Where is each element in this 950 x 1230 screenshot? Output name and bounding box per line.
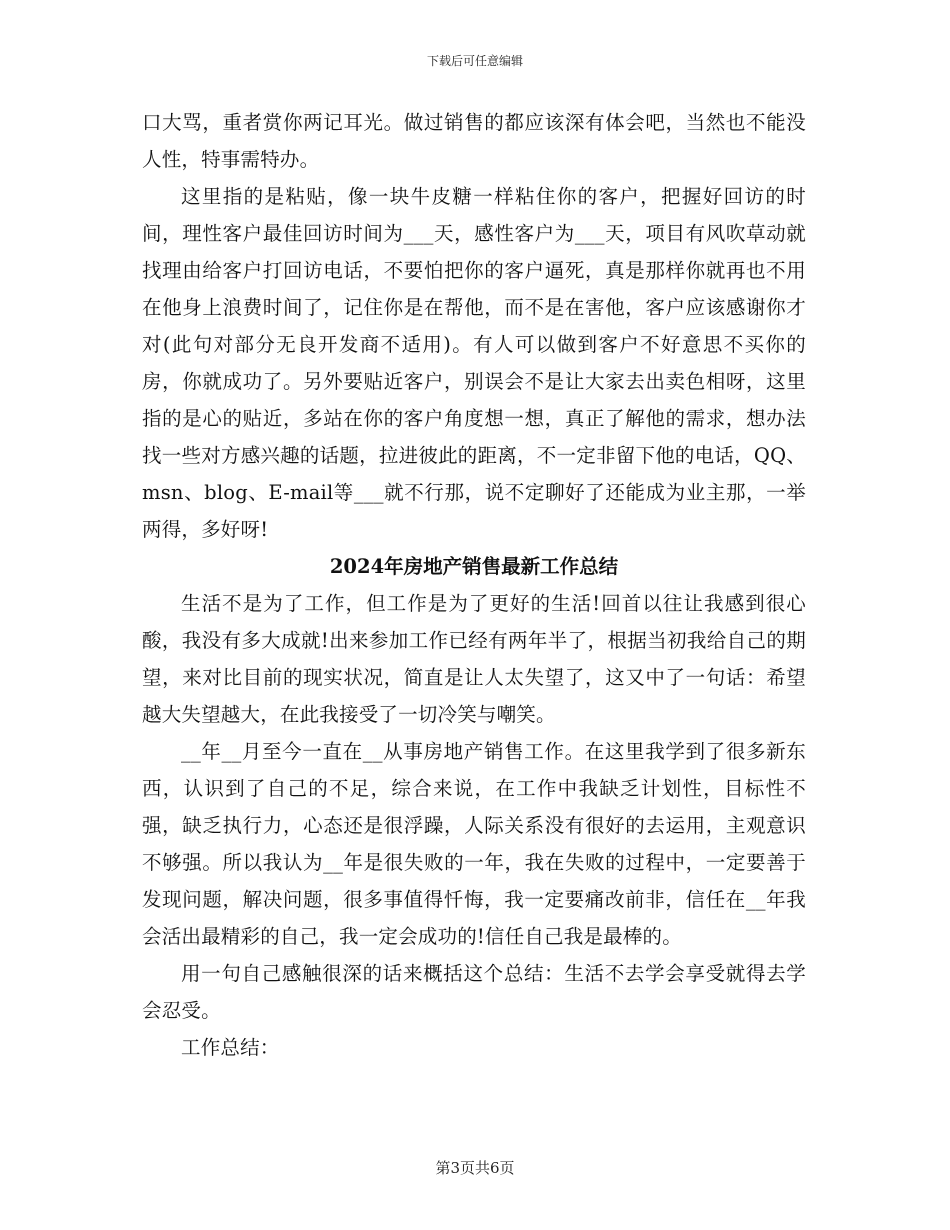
page-header: 下载后可任意编辑 [426,54,523,68]
paragraph-continuation: 口大骂，重者赏你两记耳光。做过销售的都应该深有体会吧，当然也不能没人性，特事需特办。 [142,111,806,171]
paragraph-intro: 生活不是为了工作，但工作是为了更好的生活!回首以往让我感到很心酸，我没有多大成就!出来参加工作已经有两年半了，根据当初我给自己的期望，来对比目前的现实状况，简直是让人太失望了，这又中了一句话：希望越大失望越大，在此我接受了一切冷笑与嘲笑。 [142,592,806,726]
document-body [142,104,806,1066]
page-footer: 第3页共6页 [435,1159,515,1177]
paragraph-summary-quote: 用一句自己感触很深的话来概括这个总结：生活不去学会享受就得去学会忍受。 [142,962,806,1022]
paragraph-follow-up: 这里指的是粘贴，像一块牛皮糖一样粘住你的客户，把握好回访的时间，理性客户最佳回访时间为___天，感性客户为___天，项目有风吹草动就找理由给客户打回访电话，不要怕把你的客户逼死，真是那样你就再也不用在他身上浪费时间了，记住你是在帮他，而不是在害他，客户应该感谢你才对(此句对部分无良开发商不适用)。有人可以做到客户不好意思不买你的房，你就成功了。另外要贴近客户，别误会不是让大家去出卖色相呀，这里指的是心的贴近，多站在你的客户角度想一想，真正了解他的需求，想办法找一些对方感兴趣的话题，拉进彼此的距离，不一定非留下他的电话，QQ、msn、blog、E-mail等___就不行那，说不定聊好了还能成为业主那，一举两得，多好呀! [142,185,806,541]
paragraph-work-summary-label: 工作总结： [181,1036,280,1059]
paragraph-work-review: __年__月至今一直在__从事房地产销售工作。在这里我学到了很多新东西，认识到了自己的不足，综合来说，在工作中我缺乏计划性，目标性不强，缺乏执行力，心态还是很浮躁，人际关系没有很好的去运用，主观意识不够强。所以我认为__年是很失败的一年，我在失败的过程中，一定要善于发现问题，解决问题，很多事值得忏悔，我一定要痛改前非，信任在__年我会活出最精彩的自己，我一定会成功的!信任自己我是最棒的。 [142,740,806,948]
section-title: 2024年房地产销售最新工作总结 [329,555,619,578]
